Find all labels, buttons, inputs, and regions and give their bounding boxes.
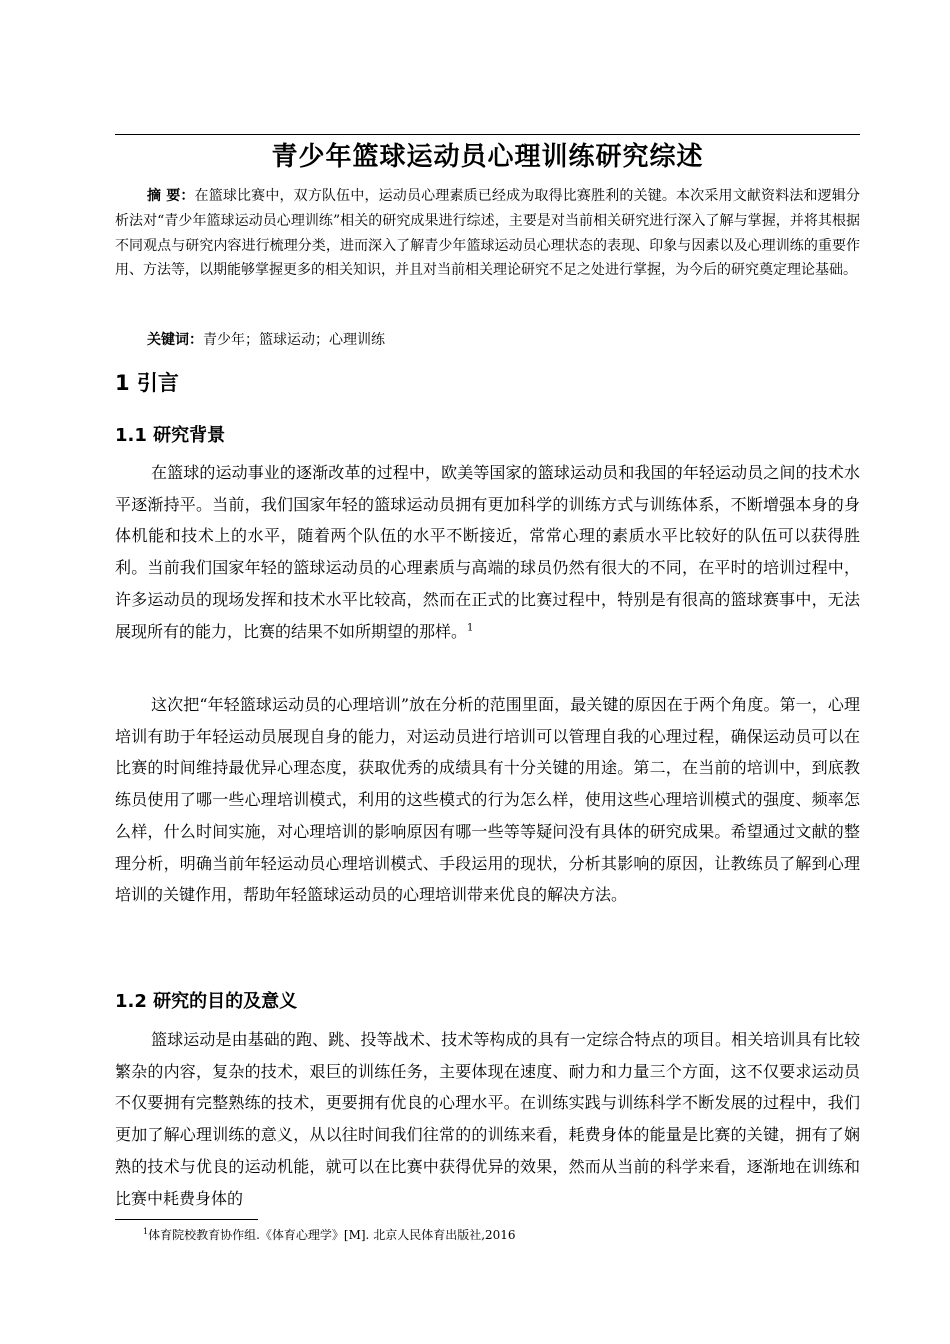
keywords-text: 青少年；篮球运动；心理训练	[203, 332, 385, 348]
purpose-paragraph-1: 篮球运动是由基础的跑、跳、投等战术、技术等构成的具有一定综合特点的项目。相关培训具有比较繁杂的内容，复杂的技术，艰巨的训练任务，主要体现在速度、耐力和力量三个方面，这不仅要求运动员不仅要拥有完整熟练的技术，更要拥有优良的心理水平。在训练实践与训练科学不断发展的过程中，我们更加了解心理训练的意义，从以往时间我们往常的的训练来看，耗费身体的能量是比赛的关键，拥有了娴熟的技术与优良的运动机能，就可以在比赛中获得优异的效果，然而从当前的科学来看，逐渐地在训练和比赛中耗费身体的	[115, 1030, 860, 1208]
footnote-reference[interactable]: 1	[467, 622, 474, 634]
background-paragraph-1	[115, 457, 860, 647]
footnote-text: 体育院校教育协作组.《体育心理学》[M]. 北京人民体育出版社,2016	[148, 1228, 516, 1242]
abstract-text: 在篮球比赛中，双方队伍中，运动员心理素质已经成为取得比赛胜利的关键。本次采用文献资料法和逻辑分析法对“青少年篮球运动员心理训练”相关的研究成果进行综述，主要是对当前相关研究进行深入了解与掌握，并将其根据不同观点与研究内容进行梳理分类，进而深入了解青少年篮球运动员心理状态的表现、印象与因素以及心理训练的重要作用、方法等，以期能够掌握更多的相关知识，并且对当前相关理论研究不足之处进行掌握，为今后的研究奠定理论基础。	[115, 188, 861, 279]
section-heading-introduction: 1 引言	[115, 371, 179, 395]
footnote	[143, 1226, 516, 1244]
abstract-label: 摘 要：	[147, 188, 195, 204]
section-heading-purpose: 1.2 研究的目的及意义	[115, 991, 298, 1012]
header-rule	[115, 134, 860, 135]
section-heading-background: 1.1 研究背景	[115, 425, 226, 446]
keywords-label: 关键词：	[147, 332, 203, 348]
background-paragraph-2: 这次把“年轻篮球运动员的心理培训”放在分析的范围里面，最关键的原因在于两个角度。第一，心理培训有助于年轻运动员展现自身的能力，对运动员进行培训可以管理自我的心理过程，确保运动员可以在比赛的时间维持最优异心理态度，获取优秀的成绩具有十分关键的用途。第二，在当前的培训中，到底教练员使用了哪一些心理培训模式，利用的这些模式的行为怎么样，使用这些心理培训模式的强度、频率怎么样，什么时间实施，对心理培训的影响原因有哪一些等等疑问没有具体的研究成果。希望通过文献的整理分析，明确当前年轻运动员心理培训模式、手段运用的现状，分析其影响的原因，让教练员了解到心理培训的关键作用，帮助年轻篮球运动员的心理培训带来优良的解决方法。	[115, 695, 860, 905]
footnote-mark: 1	[143, 1227, 149, 1236]
keywords	[147, 328, 860, 352]
background-paragraph-1-text: 在篮球的运动事业的逐渐改革的过程中，欧美等国家的篮球运动员和我国的年轻运动员之间的技术水平逐渐持平。当前，我们国家年轻的篮球运动员拥有更加科学的训练方式与训练体系，不断增强本身的身体机能和技术上的水平，随着两个队伍的水平不断接近，常常心理的素质水平比较好的队伍可以获得胜利。当前我们国家年轻的篮球运动员的心理素质与高端的球员仍然有很大的不同，在平时的培训过程中，许多运动员的现场发挥和技术水平比较高，然而在正式的比赛过程中，特别是有很高的篮球赛事中，无法展现所有的能力，比赛的结果不如所期望的那样。	[115, 463, 860, 641]
paper-title: 青少年篮球运动员心理训练研究综述	[271, 142, 704, 172]
footnote-rule	[115, 1219, 258, 1220]
abstract	[115, 184, 860, 283]
